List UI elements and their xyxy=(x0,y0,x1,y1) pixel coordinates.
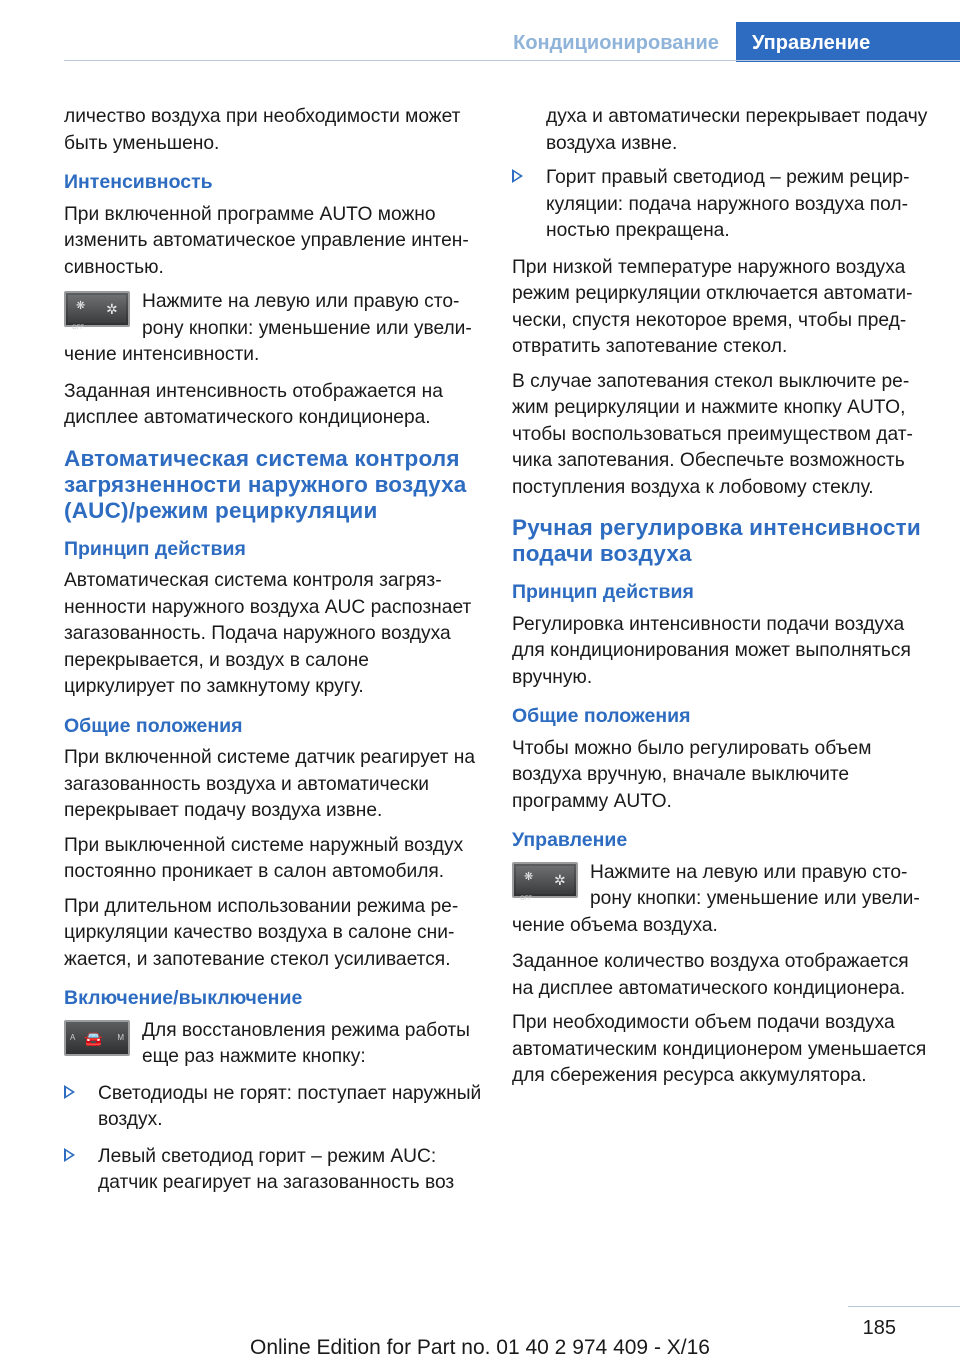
off-label: OFF xyxy=(72,325,84,331)
footer-edition: Online Edition for Part no. 01 40 2 974 409 - X/16 xyxy=(250,1336,710,1359)
right-column xyxy=(512,104,932,1098)
recirculation-button-image xyxy=(64,1020,130,1056)
bullet-triangle-icon xyxy=(512,169,523,183)
button-instruction-text: Нажмите на левую или правую сторону кнопки: уменьшение или увеличение объема воздуха. xyxy=(512,861,920,936)
header-active-tab[interactable]: Управление xyxy=(736,22,960,62)
footer-divider xyxy=(848,1306,960,1307)
page-number: 185 xyxy=(862,1317,896,1339)
fan-large-icon: ✲ xyxy=(106,301,118,317)
heading-principle: Принцип действия xyxy=(64,537,246,560)
button-instruction-text: Для восстановления режима работы еще раз нажмите кнопку: xyxy=(142,1019,470,1067)
fan-button-image xyxy=(512,862,578,902)
left-column xyxy=(64,104,484,1207)
list-item: Горит правый светодиод – режим рециркуляции: подача наружного воздуха полностью прекращена. xyxy=(512,165,932,245)
fan-small-icon: ❋ xyxy=(76,300,86,312)
bullet-triangle-icon xyxy=(64,1148,75,1162)
paragraph: При включенной программе AUTO можно изменить автоматическое управление интенсивностью. xyxy=(64,203,469,278)
auc-label: A xyxy=(70,1032,76,1042)
paragraph: Заданная интенсивность отображается на дисплее автоматического кондиционера. xyxy=(64,380,443,428)
paragraph: При необходимости объем подачи воздуха автоматическим кондиционером уменьшается для сбережения ресурса аккумулятора. xyxy=(512,1012,927,1086)
heading-auc: Автоматическая система контроля загрязненности наружного воздуха (AUC)/режим рециркуляции xyxy=(64,445,467,523)
list-item: Левый светодиод горит – режим AUC: датчик реагирует на загазованность воз xyxy=(64,1144,484,1197)
heading-general: Общие положения xyxy=(512,705,691,727)
paragraph: При длительном использовании режима рециркуляции качество воздуха в салоне снижается, и запотевание стекол усиливается. xyxy=(64,895,459,970)
car-recirculation-icon: 🚘 xyxy=(84,1030,103,1048)
list-item: Светодиоды не горят: поступает наружный воздух. xyxy=(64,1081,484,1134)
heading-control: Управление xyxy=(512,829,628,851)
header-divider xyxy=(64,60,960,61)
paragraph: При выключенной системе наружный воздух постоянно проникает в салон автомобиля. xyxy=(64,834,464,882)
paragraph: Заданное количество воздуха отображается на дисплее автоматического кондиционера. xyxy=(512,951,909,999)
heading-intensity: Интенсивность xyxy=(64,171,213,193)
fan-button-image xyxy=(64,291,130,331)
heading-onoff: Включение/выключение xyxy=(64,987,303,1009)
fan-small-icon: ❋ xyxy=(524,870,534,883)
paragraph: Автоматическая система контроля загрязненности наружного воздуха AUC распознает загазованность. Подача наружного воздуха перекрывается, и воздух в салоне циркулирует по замкнутому кругу. xyxy=(64,570,472,697)
paragraph: Регулировка интенсивности подачи воздуха для кондиционирования может выполняться вручную. xyxy=(512,613,911,688)
paragraph: В случае запотевания стекол выключите режим рециркуляции и нажмите кнопку AUTO, чтобы воспользоваться преимуществом датчика запотевания. Обеспечьте возможность поступления воздуха к лобовому стеклу. xyxy=(512,370,913,498)
heading-general: Общие положения xyxy=(64,714,243,737)
button-instruction xyxy=(64,1018,484,1071)
fan-large-icon: ✲ xyxy=(554,871,566,888)
recirc-label: M xyxy=(117,1032,124,1042)
paragraph: личество воздуха при необходимости может быть уменьшено. xyxy=(64,106,461,154)
button-instruction xyxy=(512,860,932,940)
heading-manual: Ручная регулировка интенсивности подачи воздуха xyxy=(512,515,921,566)
bullet-triangle-icon xyxy=(64,1085,75,1099)
heading-principle: Принцип действия xyxy=(512,581,694,603)
paragraph: При низкой температуре наружного воздуха режим рециркуляции отключается автоматически, спустя некоторое время, чтобы предотвратить запотевание стекол. xyxy=(512,256,913,357)
button-instruction-text: Нажмите на левую или правую сторону кнопки: уменьшение или увеличение интенсивности. xyxy=(64,291,472,365)
off-label: OFF xyxy=(520,895,532,902)
paragraph: Чтобы можно было регулировать объем воздуха вручную, вначале выключите программу AUTO. xyxy=(512,737,872,812)
button-instruction xyxy=(64,289,484,369)
paragraph: При включенной системе датчик реагирует на загазованность воздуха и автоматически перекрывает подачу воздуха извне. xyxy=(64,747,476,821)
header-section-tab[interactable]: Кондиционирование xyxy=(513,32,719,54)
list-item-continued: духа и автоматически перекрывает подачу воздуха извне. xyxy=(546,106,928,154)
